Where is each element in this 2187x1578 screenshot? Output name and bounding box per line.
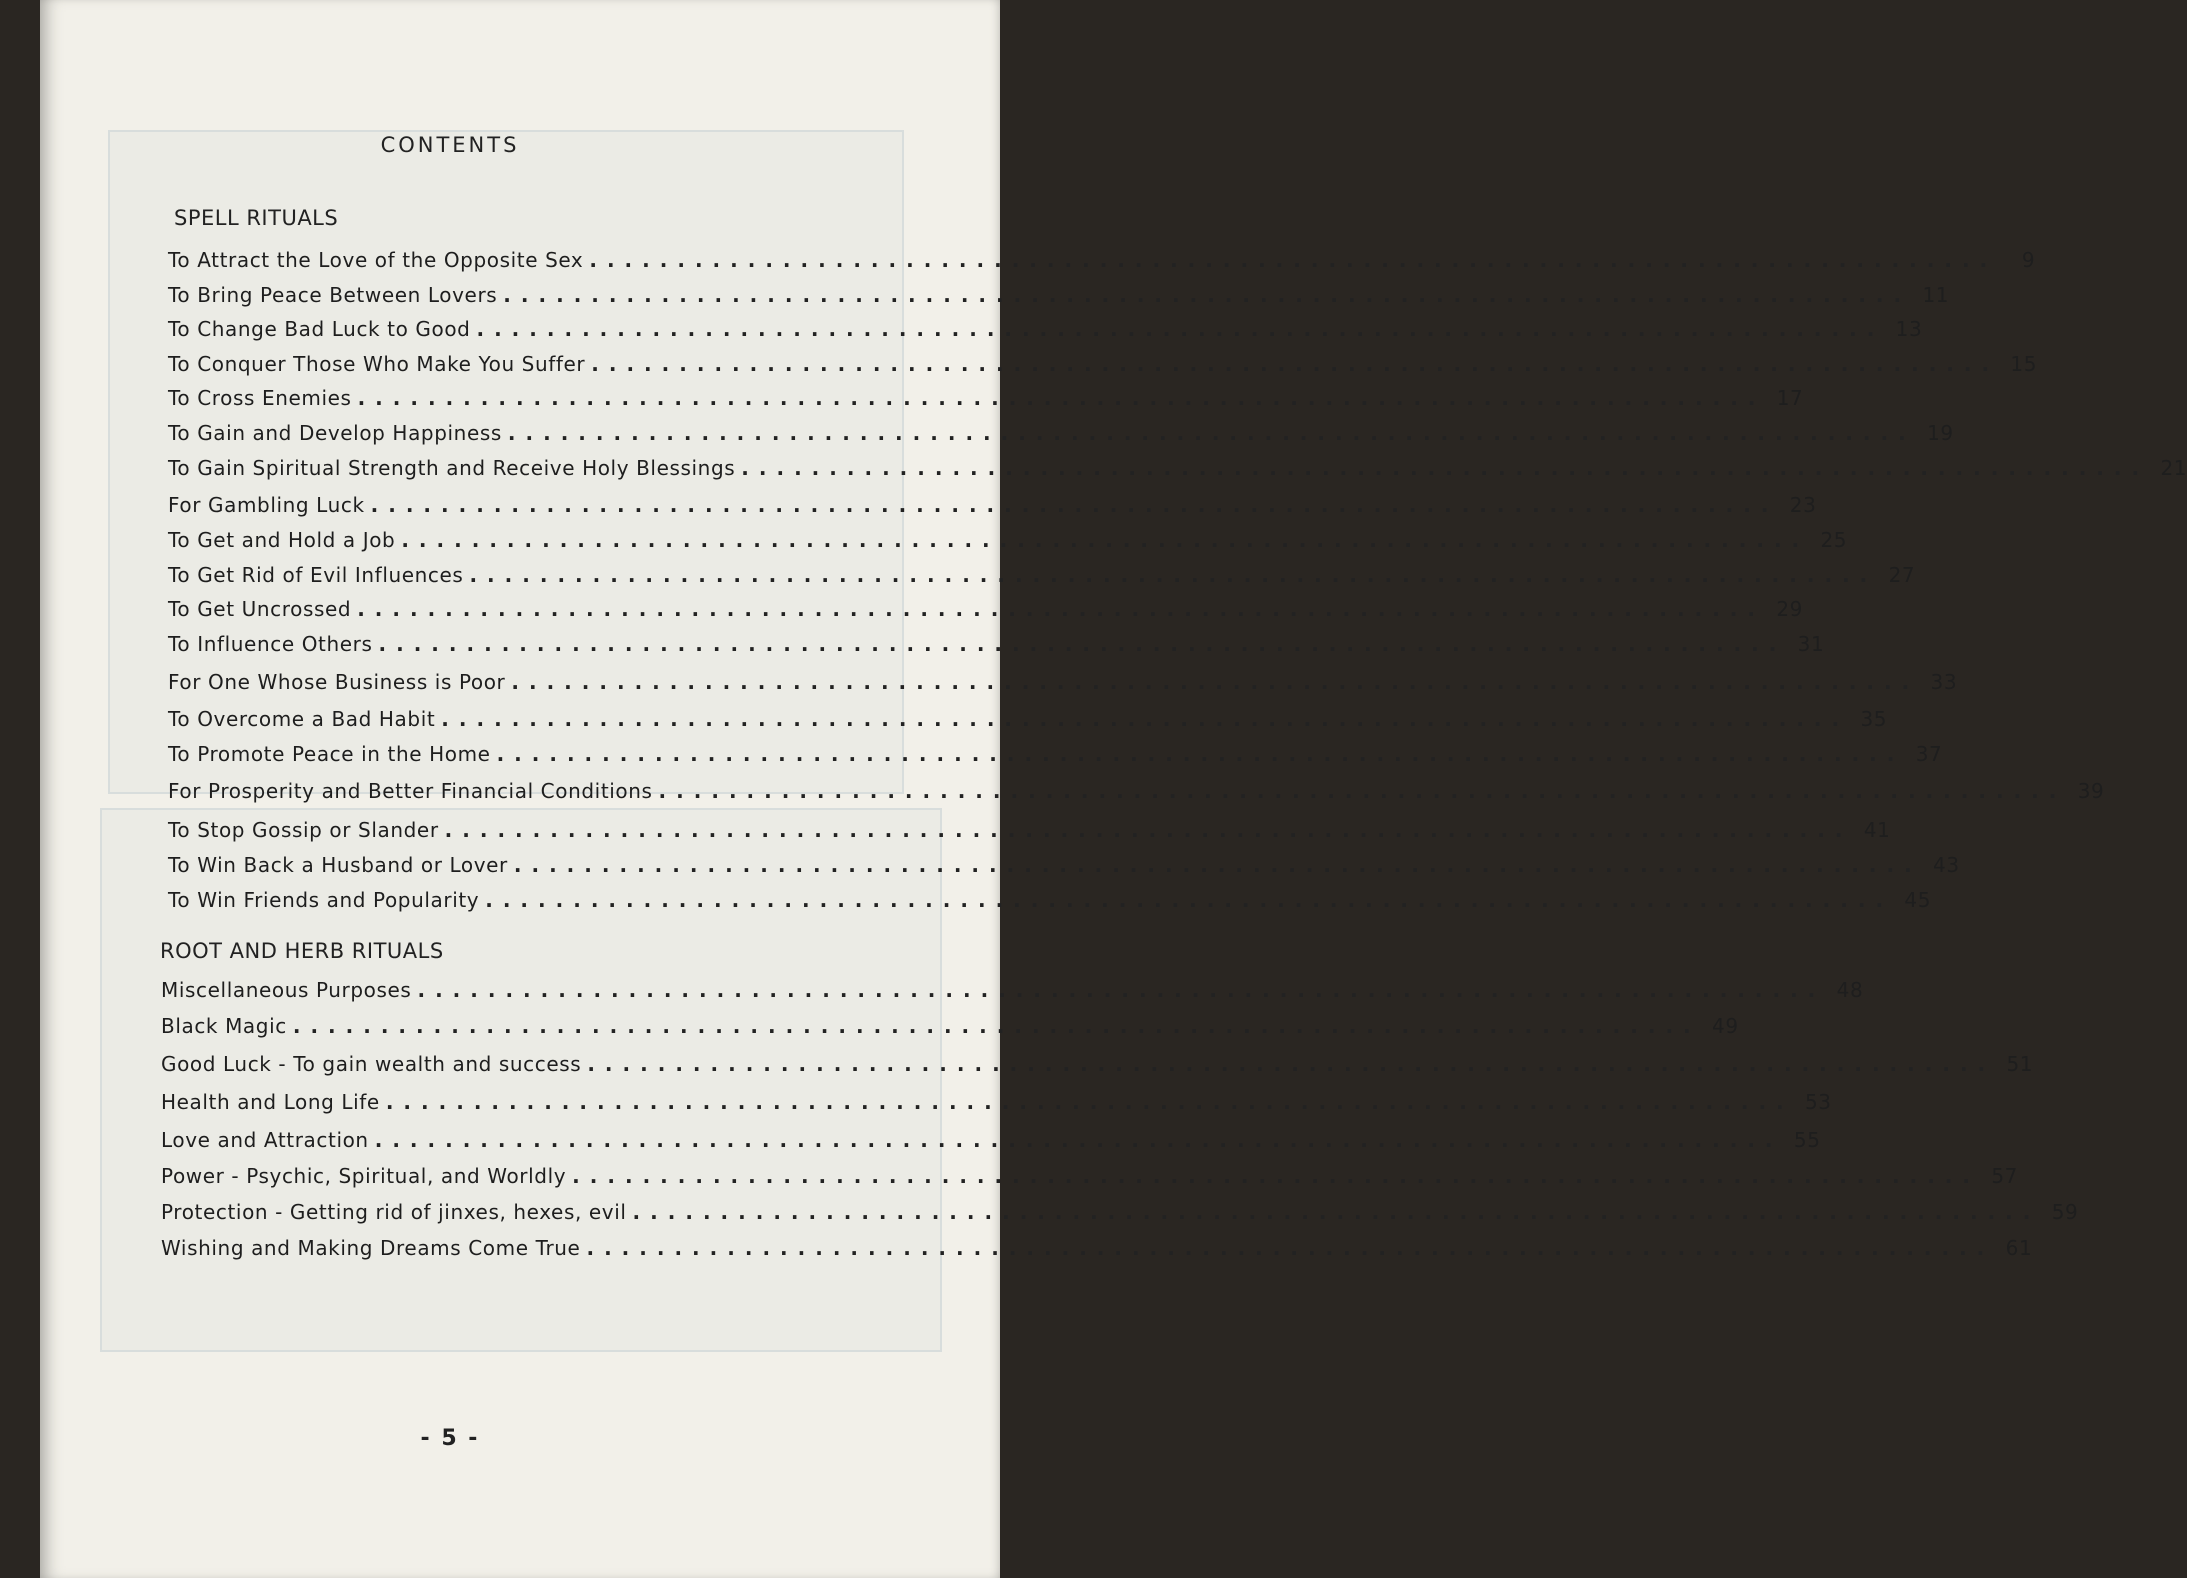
toc-entry bbox=[168, 777, 2105, 805]
toc-entry-page-number: 21 bbox=[2160, 456, 2187, 480]
toc-entry-label: To Change Bad Luck to Good bbox=[168, 317, 471, 341]
toc-entry-page-number: 41 bbox=[1863, 818, 1891, 842]
toc-entry-label: To Cross Enemies bbox=[168, 386, 352, 410]
toc-entry bbox=[168, 630, 1825, 658]
dot-leader: ................................................................................ bbox=[476, 317, 1885, 341]
toc-entry-label: To Win Back a Husband or Lover bbox=[168, 853, 508, 877]
contents-title: CONTENTS bbox=[380, 133, 520, 157]
toc-entry bbox=[168, 526, 1848, 554]
toc-entry-page-number: 39 bbox=[2077, 779, 2105, 803]
toc-entry bbox=[161, 1162, 2018, 1190]
toc-entry bbox=[168, 851, 1960, 879]
toc-entry bbox=[161, 1012, 1739, 1040]
toc-entry bbox=[168, 668, 1958, 696]
toc-entry-label: To Gain Spiritual Strength and Receive Holy Blessings bbox=[168, 456, 736, 480]
toc-entry bbox=[168, 315, 1923, 343]
toc-entry-page-number: 15 bbox=[2010, 352, 2038, 376]
dot-leader: ................................................................................ bbox=[417, 978, 1826, 1002]
dot-leader: ................................................................................ bbox=[469, 563, 1878, 587]
toc-entry-page-number: 57 bbox=[1991, 1164, 2018, 1188]
toc-entry bbox=[168, 384, 1804, 412]
toc-entry-page-number: 55 bbox=[1793, 1128, 1821, 1152]
section-heading-root-herb-rituals: ROOT AND HERB RITUALS bbox=[160, 939, 444, 963]
toc-entry-label: Good Luck - To gain wealth and success bbox=[161, 1052, 582, 1076]
toc-entry-page-number: 9 bbox=[2021, 248, 2036, 272]
toc-entry-label: To Stop Gossip or Slander bbox=[168, 818, 439, 842]
toc-entry-page-number: 17 bbox=[1776, 386, 1804, 410]
toc-entry-page-number: 23 bbox=[1789, 493, 1817, 517]
dot-leader: ................................................................................ bbox=[632, 1200, 2041, 1224]
toc-entry-label: For Gambling Luck bbox=[168, 493, 365, 517]
dot-leader: ................................................................................ bbox=[586, 1236, 1995, 1260]
toc-entry-label: To Gain and Develop Happiness bbox=[168, 421, 502, 445]
toc-entry-page-number: 27 bbox=[1888, 563, 1916, 587]
dot-leader: ................................................................................ bbox=[503, 283, 1912, 307]
toc-entry-page-number: 11 bbox=[1922, 283, 1950, 307]
toc-entry bbox=[168, 705, 1888, 733]
toc-entry-label: Health and Long Life bbox=[161, 1090, 380, 1114]
toc-entry-label: Black Magic bbox=[161, 1014, 287, 1038]
toc-entry-label: Miscellaneous Purposes bbox=[161, 978, 412, 1002]
toc-entry bbox=[168, 595, 1803, 623]
toc-entry-page-number: 13 bbox=[1895, 317, 1923, 341]
toc-entry bbox=[168, 419, 1954, 447]
toc-entry-label: To Get and Hold a Job bbox=[168, 528, 396, 552]
toc-entry bbox=[168, 561, 1916, 589]
dot-leader: ................................................................................ bbox=[658, 779, 2067, 803]
dot-leader: ................................................................................ bbox=[587, 1052, 1996, 1076]
dot-leader: ................................................................................ bbox=[513, 853, 1922, 877]
dot-leader: ................................................................................ bbox=[357, 386, 1766, 410]
toc-entry-label: To Promote Peace in the Home bbox=[168, 742, 491, 766]
toc-entry-page-number: 61 bbox=[2005, 1236, 2033, 1260]
dot-leader: ................................................................................ bbox=[385, 1090, 1794, 1114]
toc-entry bbox=[168, 886, 1932, 914]
toc-entry-page-number: 49 bbox=[1712, 1014, 1739, 1038]
toc-entry-page-number: 29 bbox=[1776, 597, 1803, 621]
toc-entry bbox=[161, 1050, 2034, 1078]
toc-entry-label: For One Whose Business is Poor bbox=[168, 670, 506, 694]
toc-entry bbox=[168, 816, 1891, 844]
toc-entry bbox=[161, 1198, 2079, 1226]
dot-leader: ................................................................................ bbox=[444, 818, 1853, 842]
dot-leader: ................................................................................ bbox=[441, 707, 1850, 731]
page-number-footer: - 5 - bbox=[420, 1426, 480, 1451]
book-page bbox=[40, 0, 2187, 1578]
dot-leader: ................................................................................ bbox=[370, 493, 1779, 517]
toc-entry-label: Love and Attraction bbox=[161, 1128, 369, 1152]
toc-entry-page-number: 19 bbox=[1927, 421, 1954, 445]
toc-entry bbox=[161, 1126, 1821, 1154]
dot-leader: ................................................................................ bbox=[591, 352, 2000, 376]
dot-leader: ................................................................................ bbox=[374, 1128, 1783, 1152]
toc-entry-label: To Influence Others bbox=[168, 632, 373, 656]
toc-entry-label: Power - Psychic, Spiritual, and Worldly bbox=[161, 1164, 567, 1188]
toc-entry-label: Protection - Getting rid of jinxes, hexes, evil bbox=[161, 1200, 627, 1224]
toc-entry-label: To Conquer Those Who Make You Suffer bbox=[168, 352, 586, 376]
toc-entry bbox=[168, 491, 1817, 519]
dot-leader: ................................................................................ bbox=[741, 456, 2150, 480]
dot-leader: ................................................................................ bbox=[572, 1164, 1980, 1188]
toc-entry bbox=[161, 1234, 2033, 1262]
dot-leader: ................................................................................ bbox=[378, 632, 1787, 656]
toc-entry-label: For Prosperity and Better Financial Conditions bbox=[168, 779, 653, 803]
toc-entry bbox=[161, 976, 1864, 1004]
toc-entry-label: Wishing and Making Dreams Come True bbox=[161, 1236, 581, 1260]
dot-leader: ................................................................................ bbox=[511, 670, 1920, 694]
toc-entry bbox=[168, 740, 1943, 768]
toc-entry-label: To Bring Peace Between Lovers bbox=[168, 283, 498, 307]
toc-entry-page-number: 25 bbox=[1820, 528, 1848, 552]
toc-entry-page-number: 33 bbox=[1930, 670, 1958, 694]
toc-entry-page-number: 43 bbox=[1933, 853, 1960, 877]
toc-entry-page-number: 51 bbox=[2006, 1052, 2034, 1076]
dot-leader: ................................................................................ bbox=[357, 597, 1765, 621]
dot-leader: ................................................................................ bbox=[507, 421, 1916, 445]
toc-entry-label: To Attract the Love of the Opposite Sex bbox=[168, 248, 584, 272]
toc-entry-page-number: 48 bbox=[1836, 978, 1864, 1002]
toc-entry-page-number: 53 bbox=[1804, 1090, 1832, 1114]
toc-entry bbox=[168, 246, 2036, 274]
dot-leader: ................................................................................ bbox=[496, 742, 1905, 766]
toc-entry-label: To Overcome a Bad Habit bbox=[168, 707, 436, 731]
toc-entry-page-number: 45 bbox=[1904, 888, 1932, 912]
toc-entry bbox=[168, 350, 2038, 378]
dot-leader: ................................................................................ bbox=[485, 888, 1894, 912]
toc-entry-page-number: 31 bbox=[1797, 632, 1825, 656]
dot-leader: ................................................................................ bbox=[401, 528, 1810, 552]
toc-entry-page-number: 37 bbox=[1915, 742, 1943, 766]
dot-leader: ................................................................................ bbox=[292, 1014, 1701, 1038]
section-heading-spell-rituals: SPELL RITUALS bbox=[174, 206, 339, 230]
toc-entry bbox=[161, 1088, 1832, 1116]
toc-entry-label: To Get Uncrossed bbox=[168, 597, 352, 621]
toc-entry bbox=[168, 454, 2187, 482]
toc-entry-label: To Win Friends and Popularity bbox=[168, 888, 480, 912]
dot-leader: ................................................................................ bbox=[589, 248, 1998, 272]
toc-entry bbox=[168, 281, 1950, 309]
toc-entry-page-number: 35 bbox=[1860, 707, 1888, 731]
toc-entry-label: To Get Rid of Evil Influences bbox=[168, 563, 464, 587]
toc-entry-page-number: 59 bbox=[2051, 1200, 2079, 1224]
